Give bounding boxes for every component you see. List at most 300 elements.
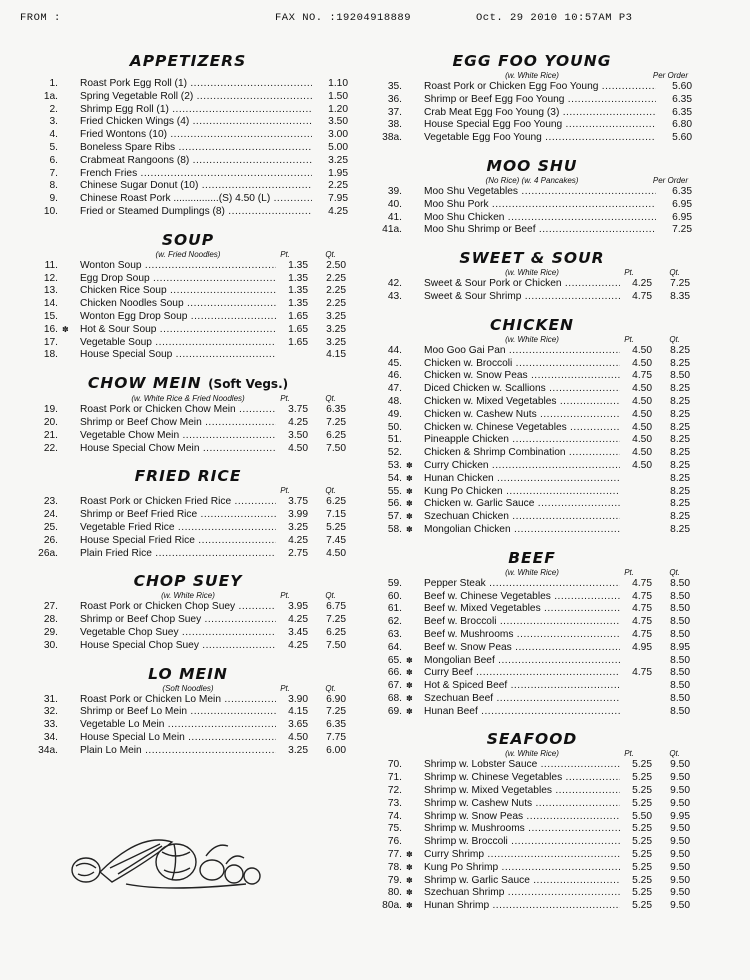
item-number: 26a.	[38, 547, 58, 559]
menu-section-sweet-sour	[372, 237, 692, 304]
section-title	[372, 157, 692, 175]
spicy-icon: ✽	[406, 850, 413, 860]
menu-item-row	[372, 578, 692, 591]
item-number: 3.	[49, 116, 58, 128]
item-name: Chinese Sugar Donut (10) .....	[80, 180, 312, 193]
menu-item-row	[28, 706, 348, 719]
item-name: Curry Shrimp .....	[424, 849, 620, 862]
section-title-text: APPETIZERS	[129, 52, 247, 70]
item-price-pint: 4.75	[632, 290, 652, 302]
item-name: Curry Chicken .....	[424, 460, 620, 473]
fax-header	[20, 12, 730, 26]
item-price-pint: 3.75	[288, 496, 308, 508]
item-number: 72.	[387, 785, 402, 797]
item-price-quart: 4.50	[326, 547, 346, 559]
section-spacer	[28, 70, 348, 78]
menu-item-row	[372, 785, 692, 798]
item-number: 71.	[387, 772, 402, 784]
item-price-quart: 8.25	[670, 344, 690, 356]
item-name: Pineapple Chicken .....	[424, 434, 620, 447]
item-price-pint: 4.50	[632, 434, 652, 446]
item-price-quart: 3.25	[326, 323, 346, 335]
item-price-quart: 7.45	[326, 534, 346, 546]
menu-item-row	[372, 358, 692, 371]
menu-item-row	[28, 311, 348, 324]
item-name: Fried Wontons (10) .....	[80, 129, 312, 142]
item-price: 7.25	[672, 224, 692, 236]
item-number: 10.	[43, 205, 58, 217]
menu-item-row	[28, 349, 348, 362]
item-number: 75.	[387, 823, 402, 835]
item-name: Shrimp w. Garlic Sauce .....	[424, 875, 620, 888]
per-order-label: Per Order	[652, 175, 688, 185]
item-price-pint: 4.75	[632, 616, 652, 628]
item-name: Roast Pork or Chicken Egg Foo Young .....	[424, 81, 656, 94]
item-number: 6.	[49, 154, 58, 166]
section-title	[28, 52, 348, 70]
item-price-quart: 8.25	[670, 357, 690, 369]
item-price: 6.35	[672, 106, 692, 118]
spicy-icon: ✽	[406, 681, 413, 691]
item-price: 3.25	[328, 154, 348, 166]
item-price-pint: 3.25	[288, 744, 308, 756]
quart-label: Qt.	[669, 749, 680, 759]
menu-item-row	[372, 107, 692, 120]
item-price-pint: 3.99	[288, 509, 308, 521]
item-price-pint: 5.50	[632, 810, 652, 822]
section-subheading	[372, 70, 692, 81]
item-price-quart: 3.25	[326, 310, 346, 322]
section-note: (No Rice) (w. 4 Pancakes)	[485, 175, 579, 185]
item-price-quart: 8.25	[670, 395, 690, 407]
item-name: Chicken Noodles Soup .....	[80, 298, 276, 311]
item-price-pint: 5.25	[632, 887, 652, 899]
item-name: Moo Goo Gai Pan .....	[424, 345, 620, 358]
item-name: Shrimp or Beef Chop Suey .....	[80, 614, 276, 627]
menu-item-row	[372, 524, 692, 537]
item-price-pint: 3.25	[288, 521, 308, 533]
item-number: 66.	[387, 667, 402, 679]
item-price-quart: 8.50	[670, 590, 690, 602]
item-price-pint: 1.65	[288, 336, 308, 348]
item-price-quart: 7.75	[326, 731, 346, 743]
item-name: Hot & Sour Soup .....	[80, 324, 276, 337]
pint-label: Pt.	[280, 591, 290, 601]
section-title	[28, 231, 348, 249]
item-name: Kung Po Shrimp .....	[424, 862, 620, 875]
spicy-icon: ✽	[406, 655, 413, 665]
item-number: 38a.	[382, 132, 402, 144]
menu-section-chow-mein	[28, 362, 348, 455]
item-number: 73.	[387, 797, 402, 809]
item-number: 12.	[43, 272, 58, 284]
menu-item-row	[372, 862, 692, 875]
menu-item-row	[372, 224, 692, 237]
menu-item-row	[372, 199, 692, 212]
item-number: 5.	[49, 141, 58, 153]
item-number: 34a.	[38, 744, 58, 756]
item-number: 67.	[387, 680, 402, 692]
item-name: Moo Shu Chicken .....	[424, 212, 656, 225]
item-price-pint: 5.25	[632, 849, 652, 861]
item-number: 45.	[387, 357, 402, 369]
item-name: Roast Pork or Chicken Chow Mein .....	[80, 404, 276, 417]
section-title	[372, 52, 692, 70]
item-price-quart: 8.50	[670, 654, 690, 666]
item-price: 5.00	[328, 141, 348, 153]
pint-label: Pt.	[280, 486, 290, 496]
item-name: Diced Chicken w. Scallions .....	[424, 383, 620, 396]
item-price-pint: 5.25	[632, 836, 652, 848]
item-number: 54.	[387, 472, 402, 484]
menu-item-row	[372, 887, 692, 900]
item-name: Shrimp or Beef Lo Mein .....	[80, 706, 276, 719]
item-price-quart: 9.50	[670, 836, 690, 848]
menu-item-row	[372, 900, 692, 913]
item-price-pint: 4.50	[632, 421, 652, 433]
item-name: Roast Pork or Chicken Lo Mein .....	[80, 694, 276, 707]
spicy-icon: ✽	[406, 668, 413, 678]
section-note: (w. White Rice)	[505, 268, 559, 278]
item-price-quart: 8.25	[670, 498, 690, 510]
menu-item-row	[28, 91, 348, 104]
spicy-icon: ✽	[406, 473, 413, 483]
item-price-quart: 8.25	[670, 434, 690, 446]
menu-item-row	[28, 337, 348, 350]
menu-item-row	[372, 498, 692, 511]
item-name: Hunan Beef .....	[424, 706, 620, 719]
menu-item-row	[28, 142, 348, 155]
item-number: 61.	[387, 603, 402, 615]
item-name: Fried or Steamed Dumplings (8) .....	[80, 206, 312, 219]
menu-item-row	[372, 772, 692, 785]
menu-item-row	[372, 798, 692, 811]
quart-label: Qt.	[325, 394, 336, 404]
item-name: Szechuan Chicken .....	[424, 511, 620, 524]
menu-item-row	[372, 370, 692, 383]
item-number: 79.	[387, 874, 402, 886]
item-price: 3.50	[328, 116, 348, 128]
item-name: House Special Chop Suey .....	[80, 640, 276, 653]
spicy-icon: ✽	[406, 486, 413, 496]
menu-section-lo-mein	[28, 653, 348, 758]
item-name: Beef w. Snow Peas .....	[424, 642, 620, 655]
section-title-text: CHOW MEIN	[87, 374, 202, 393]
item-price-pint: 4.50	[632, 357, 652, 369]
item-name: Chicken w. Cashew Nuts .....	[424, 409, 620, 422]
item-name: Moo Shu Pork .....	[424, 199, 656, 212]
section-title-text: BEEF	[508, 548, 556, 567]
item-number: 11.	[44, 259, 58, 271]
menu-item-row	[372, 706, 692, 719]
section-spacer	[28, 653, 348, 665]
section-spacer	[28, 219, 348, 231]
item-price-pint: 4.25	[288, 416, 308, 428]
menu-item-row	[28, 443, 348, 456]
item-price-pint: 3.90	[288, 693, 308, 705]
section-spacer	[372, 537, 692, 549]
menu-item-row	[372, 759, 692, 772]
section-title	[372, 549, 692, 567]
item-name: Wonton Soup .....	[80, 260, 276, 273]
per-order-label: Per Order	[652, 71, 688, 80]
pint-label: Pt.	[280, 394, 290, 404]
section-title-text: CHICKEN	[489, 315, 575, 334]
item-price-pint: 4.75	[632, 577, 652, 589]
menu-item-row	[372, 212, 692, 225]
item-price-pint: 3.50	[288, 429, 308, 441]
item-price-quart: 9.50	[670, 823, 690, 835]
item-price: 1.50	[328, 90, 348, 102]
item-price-pint: 4.25	[288, 614, 308, 626]
item-price: 6.80	[672, 119, 692, 131]
item-number: 80a.	[382, 900, 402, 912]
item-price-quart: 9.50	[670, 887, 690, 899]
item-number: 1a.	[43, 90, 58, 102]
section-title-text: MOO SHU	[486, 156, 578, 175]
item-price-pint: 4.50	[632, 383, 652, 395]
item-price-quart: 2.50	[326, 259, 346, 271]
item-price-quart: 6.25	[326, 496, 346, 508]
menu-section-moo-shu	[372, 145, 692, 237]
item-number: 31.	[43, 693, 58, 705]
item-price-quart: 8.25	[670, 511, 690, 523]
item-name: Vegetable Egg Foo Young .....	[424, 132, 656, 145]
item-number: 4.	[49, 129, 58, 141]
item-number: 41a.	[382, 224, 402, 236]
item-price-quart: 8.25	[670, 408, 690, 420]
menu-item-row	[28, 745, 348, 758]
item-name: Beef w. Mixed Vegetables .....	[424, 603, 620, 616]
item-price-quart: 9.50	[670, 797, 690, 809]
item-price-quart: 8.50	[670, 692, 690, 704]
item-price-pint: 4.50	[632, 459, 652, 471]
item-name: Kung Po Chicken .....	[424, 486, 620, 499]
item-number: 74.	[387, 810, 402, 822]
item-number: 32.	[43, 706, 58, 718]
quart-label: Qt.	[325, 591, 336, 601]
item-price-quart: 4.15	[326, 349, 346, 361]
menu-item-row	[28, 285, 348, 298]
menu-item-row	[372, 81, 692, 94]
menu-item-row	[372, 667, 692, 680]
fax-number: FAX NO. :19204918889	[275, 12, 412, 24]
item-price-quart: 7.25	[326, 614, 346, 626]
item-name: Hot & Spiced Beef .....	[424, 680, 620, 693]
item-number: 9.	[49, 193, 58, 205]
section-spacer	[372, 304, 692, 316]
item-price: 1.20	[328, 103, 348, 115]
item-name: Moo Shu Vegetables .....	[424, 186, 656, 199]
item-price-quart: 6.90	[326, 693, 346, 705]
item-number: 18.	[43, 349, 58, 361]
item-name: Moo Shu Shrimp or Beef .....	[424, 224, 656, 237]
item-name: House Special Soup .....	[80, 349, 276, 362]
section-title-text: SWEET & SOUR	[459, 249, 605, 268]
quart-label: Qt.	[325, 249, 336, 259]
section-title-text: CHOP SUEY	[133, 572, 243, 591]
item-number: 69.	[387, 705, 402, 717]
item-price-quart: 9.50	[670, 874, 690, 886]
item-price-pint: 3.95	[288, 601, 308, 613]
menu-item-row	[28, 548, 348, 561]
section-subheading	[28, 683, 348, 694]
item-number: 33.	[43, 719, 58, 731]
menu-section-chicken	[372, 304, 692, 537]
section-title	[28, 467, 348, 485]
item-price-quart: 8.50	[670, 628, 690, 640]
menu-item-row	[28, 535, 348, 548]
item-number: 14.	[43, 298, 58, 310]
item-number: 15.	[43, 310, 58, 322]
item-price-quart: 9.95	[670, 810, 690, 822]
item-name: Crabmeat Rangoons (8) .....	[80, 155, 312, 168]
item-number: 30.	[43, 639, 58, 651]
item-price-quart: 8.25	[670, 383, 690, 395]
item-price-pint: 4.15	[288, 706, 308, 718]
section-title	[28, 665, 348, 683]
item-price-quart: 3.25	[326, 336, 346, 348]
item-name: Shrimp w. Cashew Nuts .....	[424, 798, 620, 811]
menu-item-row	[28, 509, 348, 522]
menu-item-row	[28, 298, 348, 311]
section-spacer	[372, 718, 692, 730]
item-name: Roast Pork Egg Roll (1) .....	[80, 78, 312, 91]
section-subheading	[28, 590, 348, 601]
item-price-pint: 5.25	[632, 861, 652, 873]
item-number: 64.	[387, 641, 402, 653]
quart-label: Qt.	[669, 334, 680, 344]
spicy-icon: ✽	[406, 706, 413, 716]
item-price-quart: 8.25	[670, 472, 690, 484]
menu-item-row	[28, 104, 348, 117]
section-spacer	[28, 362, 348, 374]
section-title-text: FRIED RICE	[134, 467, 242, 486]
menu-item-row	[372, 422, 692, 435]
item-price-quart: 8.50	[670, 667, 690, 679]
menu-item-row	[28, 78, 348, 91]
menu-section-seafood	[372, 718, 692, 913]
item-name: Beef w. Chinese Vegetables .....	[424, 591, 620, 604]
item-number: 24.	[43, 509, 58, 521]
item-number: 60.	[387, 590, 402, 602]
menu-item-row	[28, 180, 348, 193]
fax-from: FROM :	[20, 12, 61, 24]
item-price-quart: 6.75	[326, 601, 346, 613]
item-price-quart: 8.95	[670, 641, 690, 653]
item-name: Vegetable Soup .....	[80, 337, 276, 350]
menu-item-row	[372, 434, 692, 447]
item-name: Shrimp or Beef Egg Foo Young .....	[424, 94, 656, 107]
spicy-icon: ✽	[62, 324, 69, 334]
item-name: Chicken Rice Soup .....	[80, 285, 276, 298]
item-price-quart: 6.35	[326, 719, 346, 731]
item-name: Fried Chicken Wings (4) .....	[80, 116, 312, 129]
item-price: 7.95	[328, 193, 348, 205]
item-price-quart: 8.50	[670, 603, 690, 615]
section-spacer	[372, 145, 692, 157]
item-price-quart: 9.50	[670, 785, 690, 797]
item-name: Pepper Steak .....	[424, 578, 620, 591]
item-price-quart: 5.25	[326, 521, 346, 533]
pint-label: Pt.	[624, 334, 634, 344]
item-name: Vegetable Chow Mein .....	[80, 430, 276, 443]
item-price-pint: 2.75	[288, 547, 308, 559]
section-note: (Soft Noodles)	[162, 683, 214, 693]
menu-item-row	[28, 430, 348, 443]
pint-label: Pt.	[280, 249, 290, 259]
menu-item-row	[372, 603, 692, 616]
quart-label: Qt.	[669, 567, 680, 577]
item-number: 78.	[387, 861, 402, 873]
item-number: 21.	[43, 429, 58, 441]
item-number: 27.	[43, 601, 58, 613]
item-number: 43.	[387, 290, 402, 302]
item-name: Shrimp or Beef Fried Rice .....	[80, 509, 276, 522]
item-price: 5.60	[672, 132, 692, 144]
spicy-icon: ✽	[406, 693, 413, 703]
item-price-pint: 4.75	[632, 667, 652, 679]
item-price-quart: 7.25	[326, 706, 346, 718]
menu-item-row	[372, 823, 692, 836]
section-spacer	[372, 237, 692, 249]
pint-label: Pt.	[624, 749, 634, 759]
item-name: Szechuan Shrimp .....	[424, 887, 620, 900]
item-number: 19.	[43, 404, 58, 416]
section-title	[28, 374, 348, 393]
menu-section-beef	[372, 537, 692, 719]
item-number: 36.	[387, 93, 402, 105]
item-name: Curry Beef .....	[424, 667, 620, 680]
menu-item-row	[372, 291, 692, 304]
item-price-quart: 8.50	[670, 577, 690, 589]
item-number: 35.	[387, 81, 402, 92]
item-price-quart: 7.50	[326, 442, 346, 454]
menu-item-row	[372, 409, 692, 422]
menu-item-row	[372, 655, 692, 668]
item-price-pint: 1.35	[288, 272, 308, 284]
item-number: 47.	[387, 383, 402, 395]
menu-item-row	[28, 417, 348, 430]
section-title	[372, 249, 692, 267]
item-price: 6.35	[672, 93, 692, 105]
item-price-pint: 4.25	[288, 534, 308, 546]
section-title	[372, 730, 692, 748]
spicy-icon: ✽	[406, 499, 413, 509]
section-note: (w. White Rice & Fried Noodles)	[131, 394, 245, 404]
item-name: Chicken w. Snow Peas .....	[424, 370, 620, 383]
menu-item-row	[28, 614, 348, 627]
menu-item-row	[28, 732, 348, 745]
item-price: 6.95	[672, 198, 692, 210]
item-number: 8.	[49, 180, 58, 192]
item-price-pint: 1.35	[288, 298, 308, 310]
section-note: (w. White Rice)	[505, 749, 559, 759]
item-name: Boneless Spare Ribs .....	[80, 142, 312, 155]
section-subheading	[372, 334, 692, 345]
section-note: (w. Fried Noodles)	[155, 249, 221, 259]
item-number: 1.	[49, 78, 58, 89]
item-name: Shrimp w. Mushrooms .....	[424, 823, 620, 836]
item-name: Hunan Shrimp .....	[424, 900, 620, 913]
menu-item-row	[372, 383, 692, 396]
item-name: Shrimp Egg Roll (1) .....	[80, 104, 312, 117]
item-number: 16.	[43, 323, 58, 335]
item-price: 2.25	[328, 180, 348, 192]
menu-item-row	[28, 601, 348, 614]
item-name: Chicken & Shrimp Combination .....	[424, 447, 620, 460]
item-price-pint: 5.25	[632, 797, 652, 809]
